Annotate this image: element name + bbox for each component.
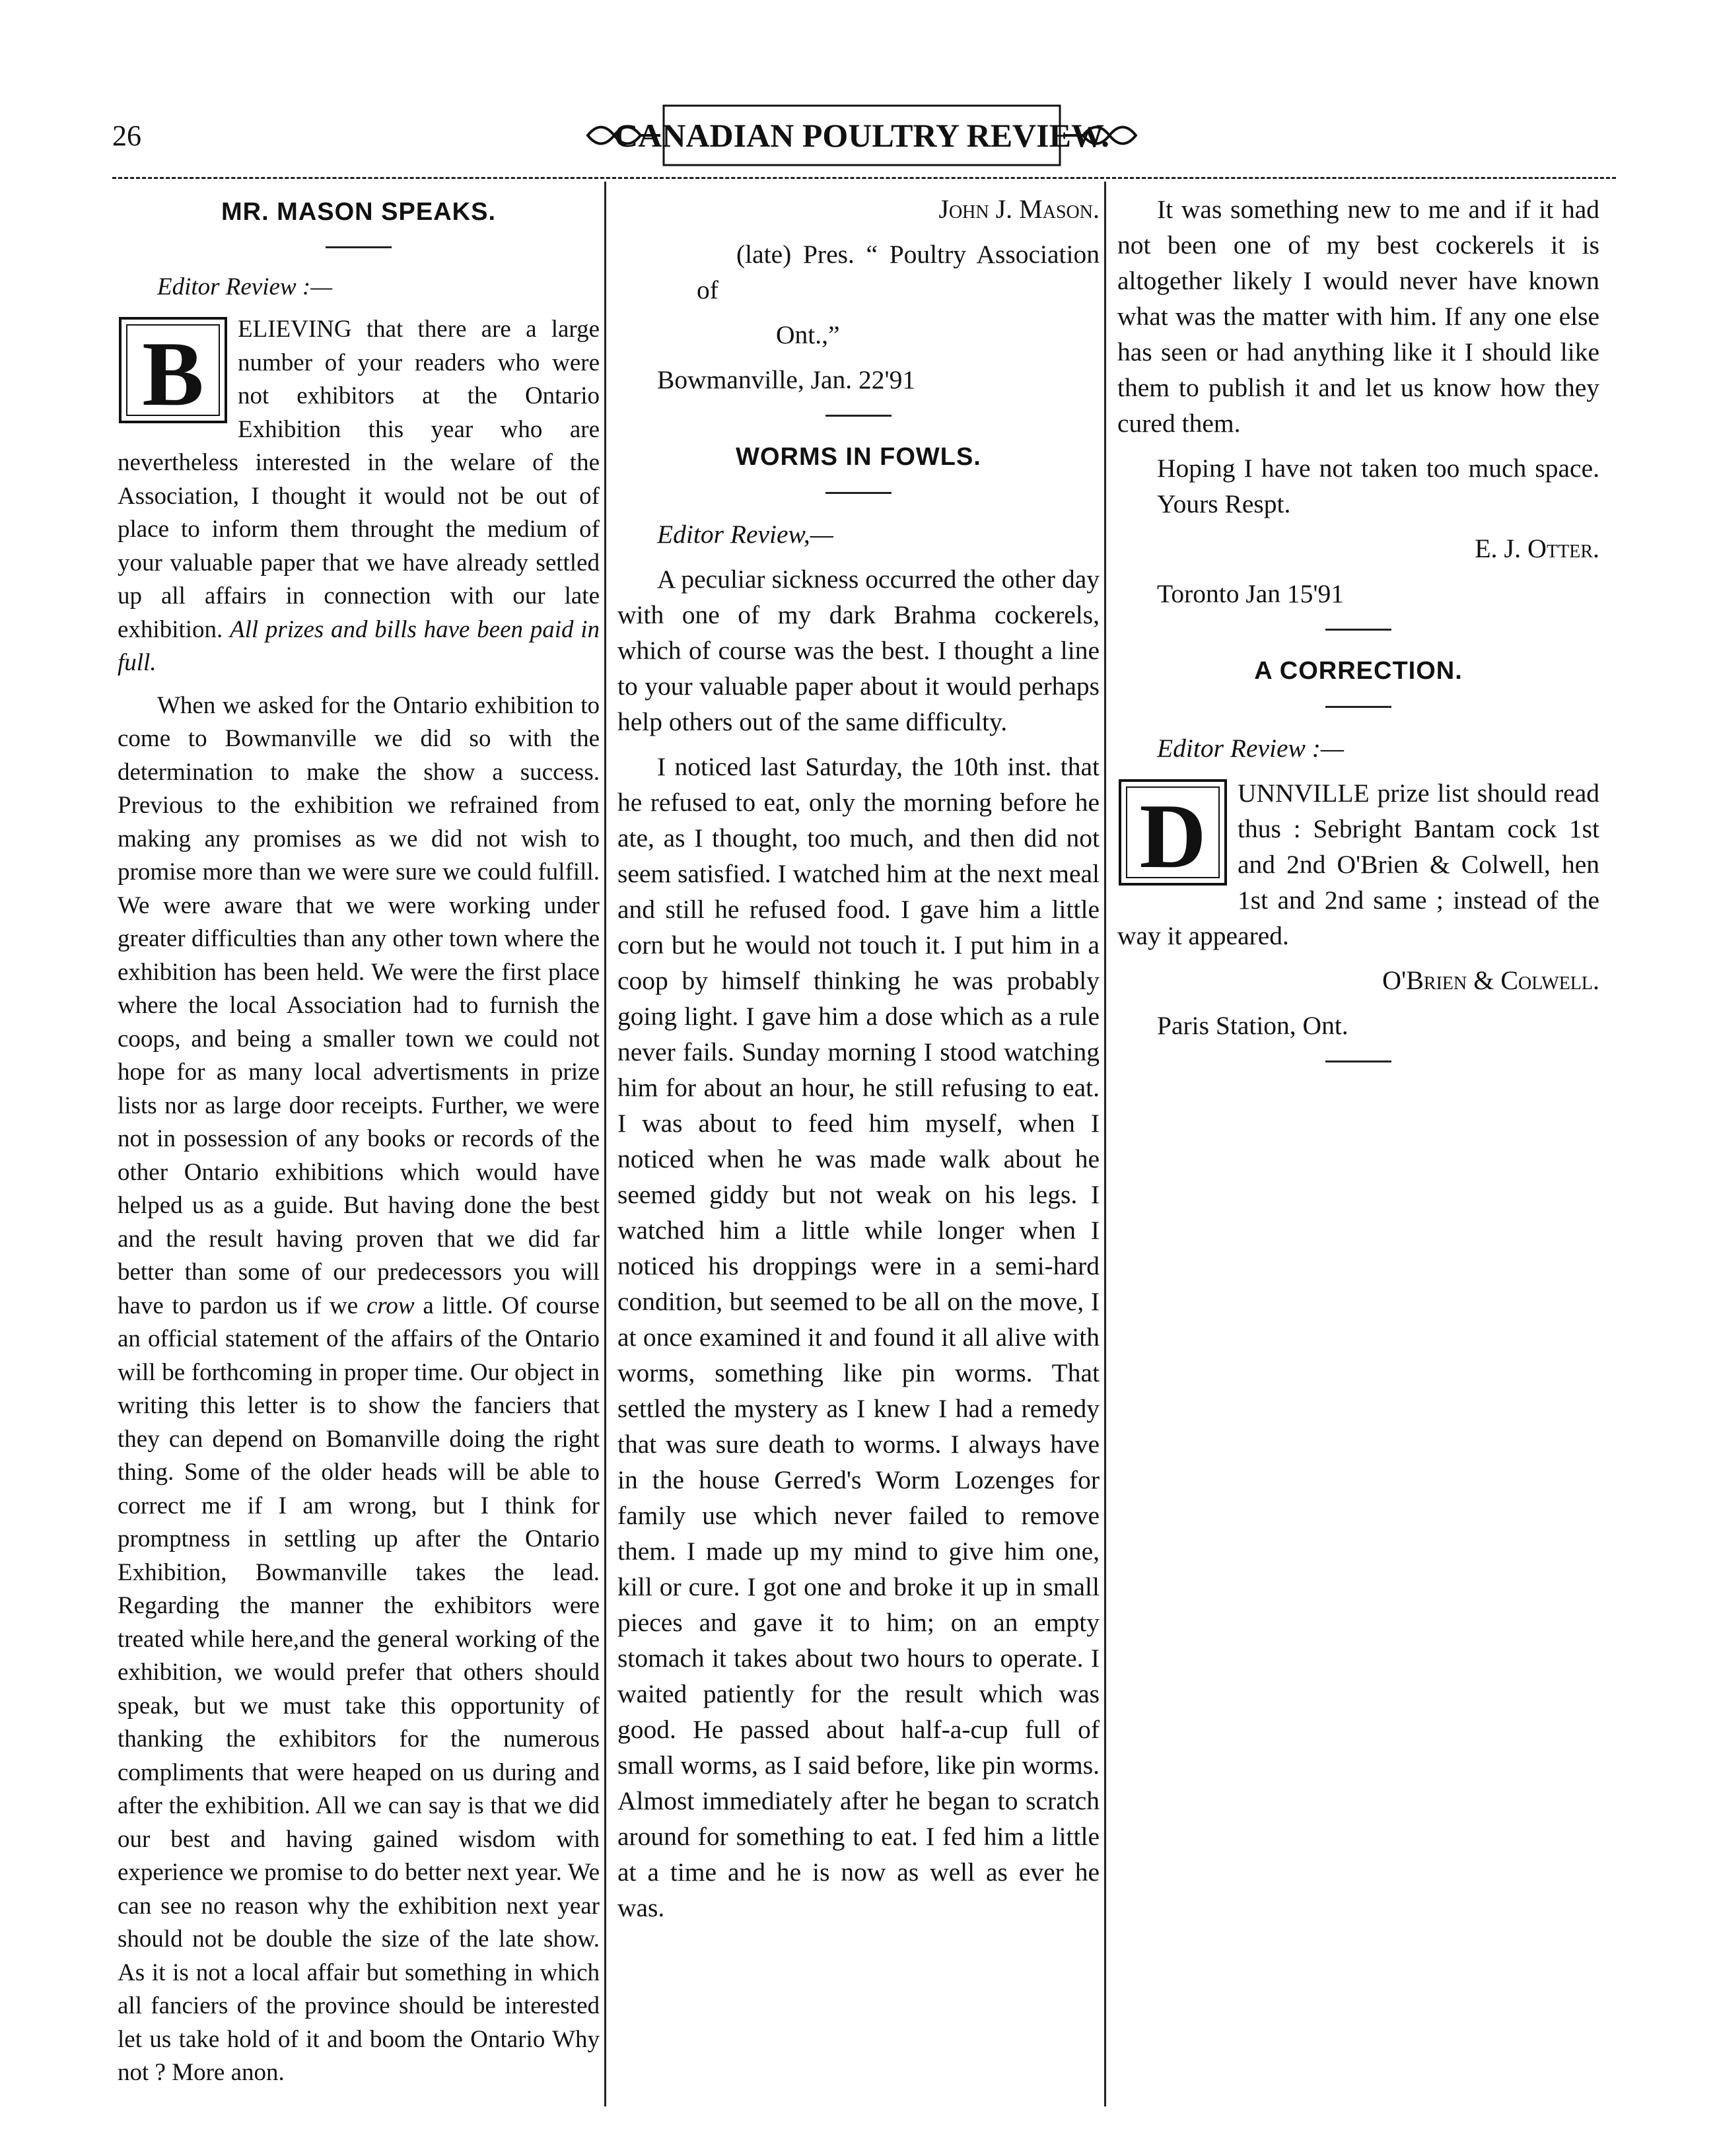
- masthead-banner: [581, 99, 1142, 172]
- paragraph-text: UNNVILLE prize list should read thus : Sebright Bantam cock 1st and 2nd O'Brien & Colwell, hen 1st and 2nd same ; instead of the way it appeared.: [1117, 779, 1599, 950]
- paragraph-text: When we asked for the Ontario exhibition to come to Bowmanville we did so with the determination to make the show a success. Previous to the exhibition we refrained from making any promises as we did not wish to promise more than we were sure we could fulfill. We were aware that we were working under greater difficulties than any other town where the exhibition has been held. We were the first place where the local Association had to furnish the coops, and being a smaller town we could not hope for as many local advertisments in prize lists nor as large door receipts. Further, we were not in possession of any books or records of the other Ontario exhibitions which would have helped us as a guide. But having done the best and the result having proven that we did far better than some of our predecessors you will have to pardon us if we: [118, 691, 600, 1319]
- column-3: [1117, 191, 1599, 1085]
- paragraph-text: a little. Of course an official statement of the affairs of the Ontario will be forthcoming in proper time. Our object in writing this letter is to show the fanciers that they can depend on Bomanville doing the right thing. Some of the older heads will be able to correct me if I am wrong, but I think for promptness in settling up after the Ontario Exhibition, Bowmanville takes the lead. Regarding the manner the exhibitors were treated while here,and the general working of the exhibition, we would prefer that others should speak, but we must take this opportunity of thanking the exhibitors for the numerous compliments that were heaped on us during and after the exhibition. All we can say is that we did our best and having gained wisdom with experience we promise to do better next year. We can see no reason why the exhibition next year should not be double the size of the late show. As it is not a local affair but something in which all fanciers of the province should be interested let us take hold of it and boom the Ontario Why not ? More anon.: [118, 1292, 600, 2086]
- article-paragraph: [1117, 775, 1599, 954]
- signature: John J. Mason.: [938, 194, 1100, 224]
- article-paragraph: [118, 313, 600, 680]
- dropcap-d-icon: [1117, 778, 1228, 887]
- place-date: Toronto Jan 15'91: [1157, 579, 1345, 608]
- paragraph-text: ELIEVING that there are a large number of your readers who were not exhibitors at the Ontario Exhibition this year who are nevertheless interested in the welare of the Association, I thought it would not be out of place to inform them throught the medium of your valuable paper that we have already settled up all affairs in connection with our late exhibition.: [118, 316, 600, 643]
- page-number: 26: [112, 120, 141, 152]
- signature: E. J. Otter.: [1475, 534, 1599, 563]
- place-date: Bowmanville, Jan. 22'91: [657, 365, 916, 394]
- header-rule: [112, 177, 1616, 179]
- article-heading: MR. MASON SPEAKS.: [221, 198, 497, 226]
- column-divider: [1104, 182, 1106, 2106]
- column-2: [617, 191, 1100, 1935]
- article-paragraph: A peculiar sickness occurred the other day with one of my dark Brahma cockerels, which of course was the best. I thought a line to your valuable paper about it would perhaps help others out of the same difficulty.: [617, 565, 1100, 736]
- article-paragraph: Hoping I have not taken too much space. Yours Respt.: [1157, 454, 1599, 518]
- signer-title: (late) Pres. “ Poultry Association of: [697, 240, 1100, 304]
- article-heading: A CORRECTION.: [1254, 657, 1463, 685]
- place-date: Paris Station, Ont.: [1157, 1011, 1348, 1040]
- column-divider: [604, 182, 606, 2106]
- heading-rule: [326, 246, 392, 248]
- article-paragraph: It was something new to me and if it had not been one of my best cockerels it is altogether likely I would never have known what was the matter with him. If any one else has seen or had anything like it I should like them to publish it and let us know how they cured them.: [1117, 195, 1599, 438]
- dropcap-b-icon: [118, 316, 228, 425]
- emphasis-text: All prizes and bills have been paid in full.: [118, 615, 600, 676]
- masthead-title: CANADIAN POULTRY REVIEW.: [614, 117, 1109, 154]
- article-paragraph: I noticed last Saturday, the 10th inst. that he refused to eat, only the morning before he ate, as I thought, too much, and then did not seem satisfied. I watched him at the next meal and still he refused food. I gave him a little corn but he would not touch it. I put him in a coop by himself thinking he was probably going light. I gave him a dose which as a rule never fails. Sunday morning I stood watching him for about an hour, he still refusing to eat. I was about to feed him myself, when I noticed when he was made walk about he seemed giddy but not weak on his legs. I watched him a little while longer when I noticed his droppings were in a semi-hard condition, but seemed to be all on the move, I at once examined it and found it all alive with worms, something like pin worms. That settled the mystery as I knew I had a remedy that was sure death to worms. I always have in the house Gerred's Worm Lozenges for family use which never failed to remove them. I made up my mind to give him one, kill or cure. I got one and broke it up in small pieces and gave it to him; on an empty stomach it takes about two hours to operate. I waited patiently for the result which was good. He passed about half-a-cup full of small worms, as I said before, like pin worms. Almost immediately after he began to scratch around for something to eat. I fed him a little at a time and he is now as well as ever he was.: [617, 752, 1100, 1922]
- signer-title: Ont.,”: [776, 320, 840, 349]
- article-paragraph: [118, 689, 600, 2090]
- salutation: Editor Review :—: [1157, 734, 1345, 763]
- section-rule: [1325, 1061, 1391, 1062]
- section-rule: [825, 415, 892, 417]
- emphasis-text: crow: [366, 1292, 415, 1319]
- salutation: Editor Review,—: [657, 520, 833, 549]
- salutation: Editor Review :—: [157, 273, 333, 300]
- heading-rule: [1325, 706, 1391, 708]
- article-heading: WORMS IN FOWLS.: [736, 443, 981, 471]
- signature: O'Brien & Colwell.: [1382, 965, 1599, 995]
- svg-text:D: D: [1139, 785, 1207, 887]
- section-rule: [1325, 629, 1391, 631]
- column-1: [118, 191, 600, 2099]
- svg-text:B: B: [142, 323, 204, 425]
- heading-rule: [825, 492, 892, 494]
